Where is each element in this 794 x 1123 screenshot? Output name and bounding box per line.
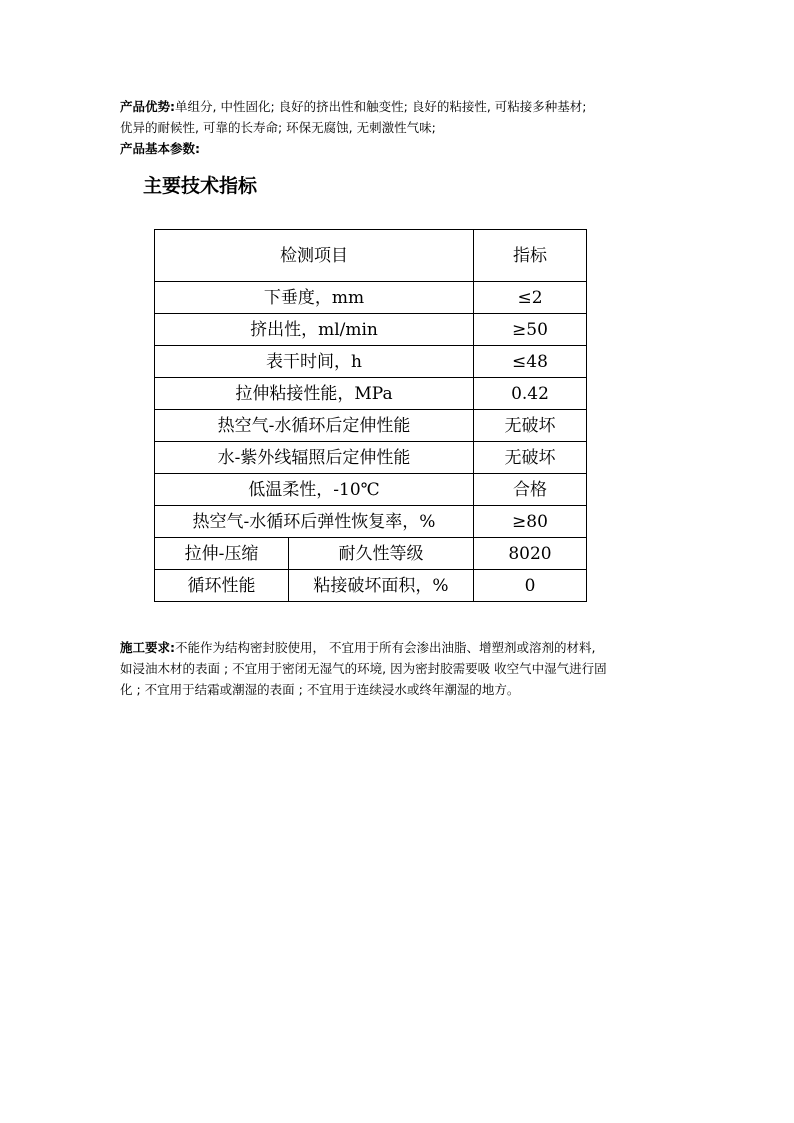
row-value: 无破坏 xyxy=(474,442,587,474)
table-row xyxy=(155,282,587,314)
table-header-row xyxy=(155,230,587,282)
advantages-label: 产品优势: xyxy=(120,99,175,114)
row-item: 粘接破坏面积，% xyxy=(289,570,474,602)
row-value: ≤2 xyxy=(474,282,587,314)
table-row xyxy=(155,474,587,506)
row-value: 0 xyxy=(474,570,587,602)
table-row xyxy=(155,538,587,570)
table-row xyxy=(155,346,587,378)
row-value: ≤48 xyxy=(474,346,587,378)
construction-line-1 xyxy=(120,637,680,658)
row-item: 耐久性等级 xyxy=(289,538,474,570)
row-item: 低温柔性，-10℃ xyxy=(155,474,474,506)
table-row xyxy=(155,378,587,410)
header-item: 检测项目 xyxy=(155,230,474,282)
row-item: 水-紫外线辐照后定伸性能 xyxy=(155,442,474,474)
table-row xyxy=(155,442,587,474)
construction-line-3: 化 ; 不宜用于结霜或潮湿的表面 ; 不宜用于连续浸水或终年潮湿的地方。 xyxy=(120,682,520,697)
table-row xyxy=(155,570,587,602)
product-advantages xyxy=(120,96,680,159)
row-group: 拉伸-压缩 xyxy=(155,538,289,570)
row-item: 拉伸粘接性能，MPa xyxy=(155,378,474,410)
advantages-line-1 xyxy=(120,96,680,117)
row-item: 热空气-水循环后定伸性能 xyxy=(155,410,474,442)
row-value: 8020 xyxy=(474,538,587,570)
header-value: 指标 xyxy=(474,230,587,282)
row-item: 热空气-水循环后弹性恢复率，% xyxy=(155,506,474,538)
row-value: 合格 xyxy=(474,474,587,506)
construction-label: 施工要求: xyxy=(120,640,175,655)
table-row xyxy=(155,410,587,442)
construction-text-1: 不能作为结构密封胶使用， 不宜用于所有会渗出油脂、增塑剂或溶剂的材料, xyxy=(175,640,596,655)
row-group: 循环性能 xyxy=(155,570,289,602)
construction-line-2: 如浸油木材的表面 ; 不宜用于密闭无湿气的环境, 因为密封胶需要吸 收空气中湿气进行固 xyxy=(120,661,607,676)
row-item: 下垂度，mm xyxy=(155,282,474,314)
table-row xyxy=(155,314,587,346)
construction-requirements xyxy=(120,637,680,700)
row-item: 表干时间，h xyxy=(155,346,474,378)
row-item: 挤出性，ml/min xyxy=(155,314,474,346)
advantages-text-1: 单组分, 中性固化; 良好的挤出性和触变性; 良好的粘接性, 可粘接多种基材; xyxy=(175,99,587,114)
row-value: 0.42 xyxy=(474,378,587,410)
spec-table xyxy=(154,229,587,602)
table-title: 主要技术指标 xyxy=(143,175,258,197)
row-value: 无破坏 xyxy=(474,410,587,442)
table-row xyxy=(155,506,587,538)
row-value: ≥80 xyxy=(474,506,587,538)
row-value: ≥50 xyxy=(474,314,587,346)
params-label: 产品基本参数: xyxy=(120,141,200,156)
advantages-line-2: 优异的耐候性, 可靠的长寿命; 环保无腐蚀, 无刺激性气味; xyxy=(120,120,436,135)
